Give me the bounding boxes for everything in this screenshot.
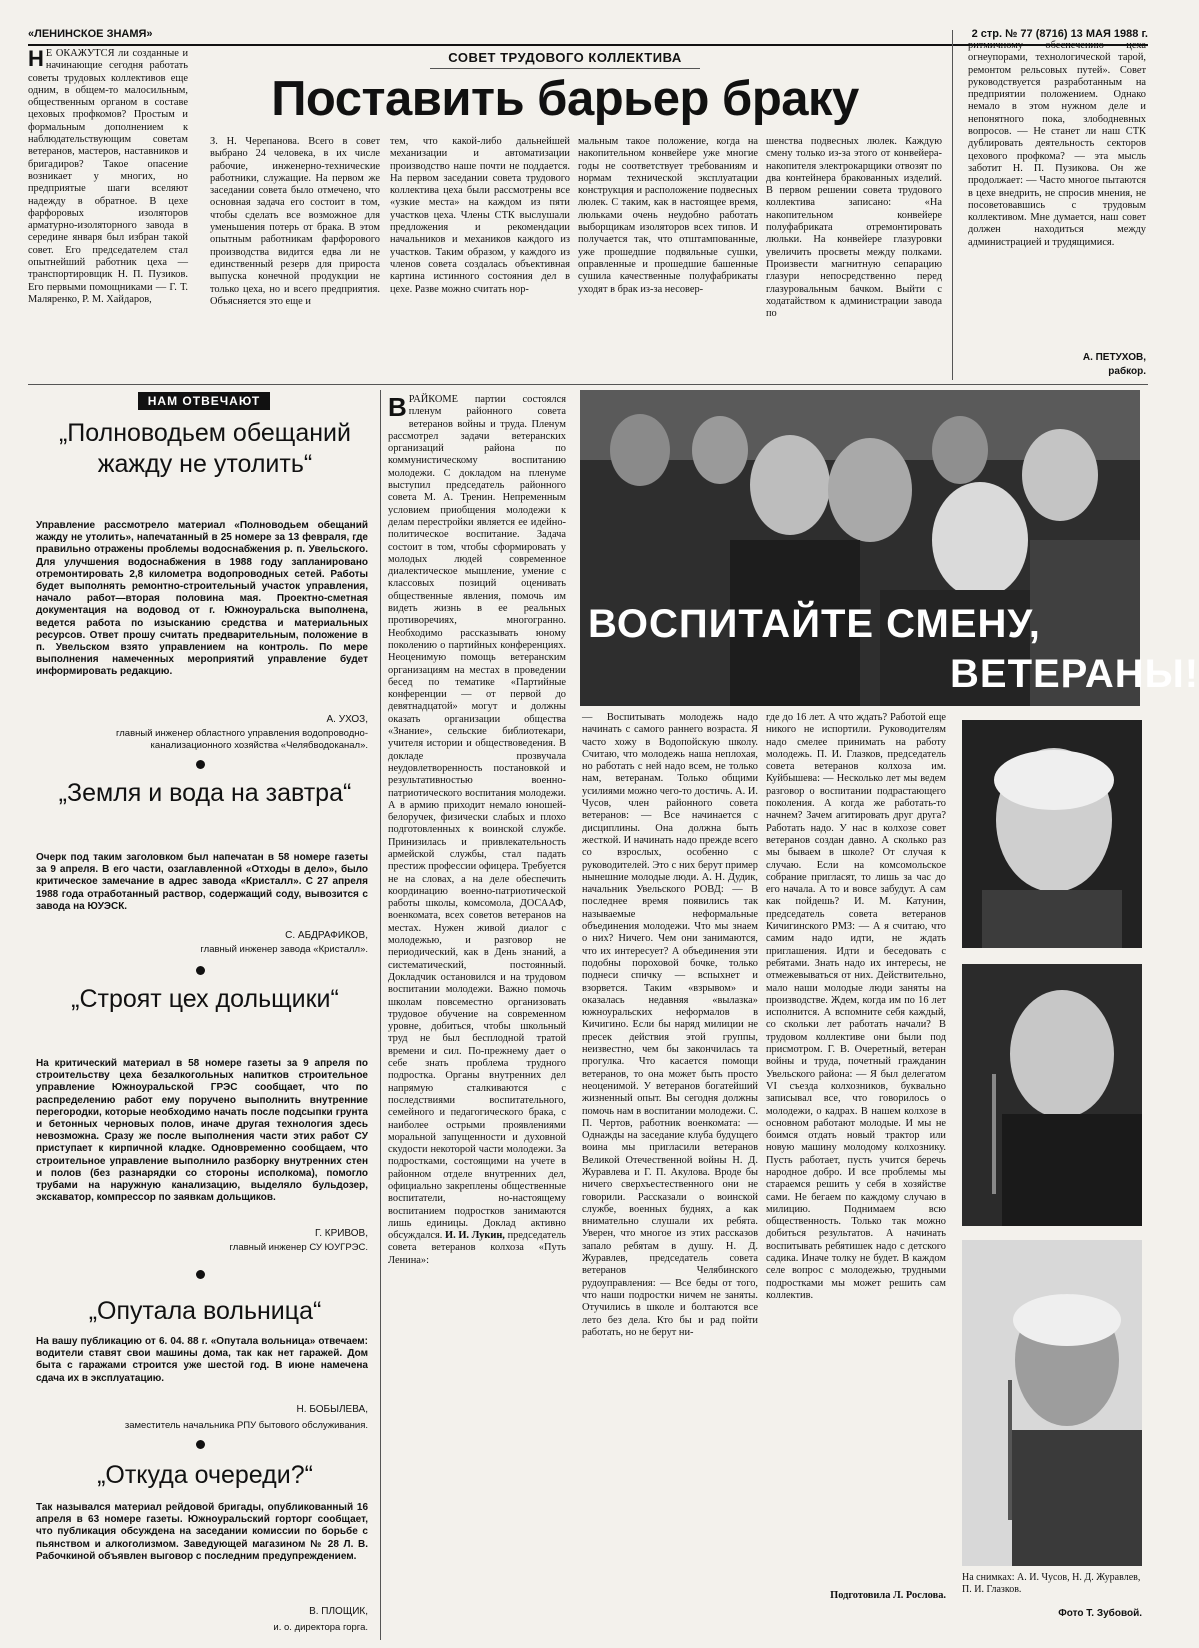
answers-badge: НАМ ОТВЕЧАЮТ [138, 392, 271, 410]
column-rule [380, 390, 381, 1640]
separator-dot [180, 760, 220, 769]
answer-headline-2: „Земля и вода на завтра“ [58, 779, 352, 807]
separator-dot [180, 1270, 220, 1279]
answer-body-4: На вашу публикацию от 6. 04. 88 г. «Опутала вольница» отвечаем: водители ставят свои машины дома, так как нет гаражей. Дом быта с гаражами строится уже шестой год. В июне намечена сдача их в эксплуатацию. [36, 1336, 368, 1384]
answer-signer-4: Н. БОБЫЛЕВА, [296, 1404, 368, 1415]
stk-intro-column [28, 48, 188, 378]
veterans-col-a [388, 394, 566, 1624]
answer-position-3: главный инженер СУ ЮУГРЭС. [229, 1242, 368, 1253]
separator-dot [180, 1440, 220, 1449]
speaker-name: И. И. Лукин, [445, 1230, 505, 1242]
stk-signature-role: рабкор. [1108, 366, 1146, 377]
separator-dot [180, 966, 220, 975]
answer-signer-5: В. ПЛОЩИК, [309, 1606, 368, 1617]
portrait-image-1 [962, 720, 1142, 948]
portrait-photo-2 [962, 964, 1142, 1226]
answer-position-4: заместитель начальника РПУ бытового обслуживания. [124, 1420, 368, 1431]
portrait-photo-3 [962, 1240, 1142, 1566]
answer-headline-1: „Полноводьем обещаний жажду не утолить“ [58, 419, 351, 478]
stk-col5: шенства подвесных люлек. Каждую смену только из-за этого от конвейера-накопителя электрокарщики отвозят по два контейнера бракованных изделий. В первом решении совета трудового коллектива записано: «На накопительном конвейере полуфабриката отремонтировать люльки. На конвейере глазуровки увеличить просветы между полками. Произвести магнитную сепарацию глазури непосредственно перед глазуровальным бачком. Выйти с ходатайством к администрации завода по [766, 136, 942, 320]
portrait-image-2 [962, 964, 1142, 1226]
speaker-role: председатель совета ветеранов колхоза «Путь Ленина»: [388, 1230, 566, 1266]
photo-headline-2: ВЕТЕРАНЫ! [950, 652, 1199, 696]
portrait-image-3 [962, 1240, 1142, 1566]
column-rule [952, 30, 953, 380]
answer-body-1: Управление рассмотрело материал «Полноводьем обещаний жажду не утолить», напечатанный в 25 номере за 13 февраля, где правильно отражены проблемы водоснабжения р. п. Увельского. Для улучшения водоснабжения в 1988 году запланировано отремонтировать 2,8 километра водопроводных сетей. Работы будет выполнять ремонтно-строительный участок управления, начало работ—вторая половина мая. Проектно-сметная документация на водовод от г. Южноуральска выполнена, ведется работа по изысканию средства и материальных ресурсов. Ответ прошу считать предварительным, положение в п. Увельском взято управлением на контроль. По мере выполнения намеченных мероприятий управление будет информировать редакцию. [36, 520, 368, 678]
prepared-by: Подготовила Л. Рослова. [830, 1590, 946, 1601]
section-underline [430, 68, 700, 69]
answer-body-5: Так назывался материал рейдовой бригады, опубликованный 16 апреля в 63 номере газеты. Южноуральский горторг сообщает, что публикация обсуждена на заседании комиссии по борьбе с пьянством и алкоголизмом. Заведующей магазином № 28 Л. В. Рабочкиной объявлен выговор с последним предупреждением. [36, 1502, 368, 1562]
answer-signer-1: А. УХОЗ, [326, 714, 368, 725]
section-label: СОВЕТ ТРУДОВОГО КОЛЛЕКТИВА [448, 50, 682, 65]
stk-article-title: Поставить барьер браку [271, 72, 859, 126]
answer-position-2: главный инженер завода «Кристалл». [200, 944, 368, 955]
portrait-photo-1 [962, 720, 1142, 948]
dropcap-letter: Н [28, 46, 44, 71]
photo-credit: Фото Т. Зубовой. [1058, 1608, 1142, 1619]
section-divider [28, 384, 1148, 385]
stk-col4: мальным такое положение, когда на накопительном конвейере уже многие годы не соответствует требованиям и нормам технической эксплуатации конструкция и расположение подвесных люлек. С таким, как в настоящее время, люльками очень неудобно работать выборщикам изоляторов всех типов. И получается так, что отштампованные, уже прошедшие подвяльные сушки, оправленные и прошедшие башенные сушила качественные полуфабрикаты уходят в брак из-за несовер- [578, 136, 758, 295]
answers-badge-wrap [28, 392, 380, 410]
stk-col2: З. Н. Черепанова. Всего в совет выбрано 24 человека, в их числе рабочие, инженерно-технические работники, служащие. На первом же заседании совета было отмечено, что основная задача его состоит в том, чтобы сделать все возможное для уменьшения потерь от брака. В этом опытным работникам фарфорового производства видится едва ли не единственный резерв для прироста выпуска конечной продукции не только цеха, но и всего предприятия. Объясняется это еще и [210, 136, 380, 307]
dropcap-letter: В [388, 392, 407, 422]
answer-signer-2: С. АБДРАФИКОВ, [285, 930, 368, 941]
stk-col1-text: Е ОКАЖУТСЯ ли созданные и начинающие сегодня работать советы трудовых коллективов еще одним, в общем-то малосильным, общественным органом в составе цеховых профкомов? Простым и формальным дополнением к наблюдательствующим советам ветеранов, мастеров, наставников и бригадиров? Такое опасение возникает у многих, но предприятые шаги вселяют надежду в обратное. В цехе фарфоровых изоляторов арматурно-изоляторного завода в середине января был избран такой совет. Его председателем стал опытнейший работник цеха — транспортировщик Н. П. Пузиков. Его первыми помощниками — Г. Т. Маляренко, Р. М. Хайдаров, [28, 48, 188, 305]
stk-col3: тем, что какой-либо дальнейшей механизации и автоматизации производство наше почти не поддается. На первом заседании совета трудового коллектива цеха были рассмотрены все «узкие места» на каждом из пяти участков цеха. Члены СТК выслушали предложения и рекомендации начальников и механиков каждого из участков. Таким образом, у каждого из членов совета создалась объективная картина истинного состояния дел в цехе. Разве можно считать нор- [390, 136, 570, 295]
answer-position-1: главный инженер областного управления водопроводно-канализационного хозяйства «Челябводоканал». [116, 728, 368, 751]
stk-signature: А. ПЕТУХОВ, [1082, 352, 1146, 363]
answer-headline-4: „Опутала вольница“ [88, 1297, 322, 1325]
newspaper-name: «ЛЕНИНСКОЕ ЗНАМЯ» [28, 28, 153, 40]
photo-captions: На снимках: А. И. Чусов, Н. Д. Журавлев, П. И. Глазков. [962, 1572, 1141, 1596]
answer-headline-3: „Строят цех дольщики“ [71, 985, 339, 1013]
answer-body-3: На критический материал в 58 номере газеты за 9 апреля по строительству цеха безалкогольных напитков строительное управление Южноуральской ГРЭС сообщает, что по распределению работ ему поручено выполнить внутренние перегородки, которые необходимо начать после подсыпки грунта и бетонных черновых полов, иначе другая технология здесь невозможна. Сразу же после выполнения части этих работ СУ приступает к кирпичной кладке. Одновременно сообщаем, что строительное управление выполнило разборку внутренних стен и полов (без разнарядки со стороны исполкома), помогло трубами на наружную канализацию, выделяло бульдозер, экскаватор, компрессор по заявкам дольщиков. [36, 1058, 368, 1204]
answer-signer-3: Г. КРИВОВ, [315, 1228, 368, 1239]
veterans-col-a-text: РАЙКОМЕ партии состоялся пленум районного совета ветеранов войны и труда. Пленум рассмотрел задачи ветеранских организаций района по коммунистическому воспитанию молодежи. С докладом на пленуме выступил председатель районного совета М. А. Тренин. Непременным условием приобщения молодежи к делам перестройки является ее идейно-политическое воспитание. Задача состоит в том, чтобы сформировать у молодых людей современное диалектическое мышление, умение с классовых позиций оценивать общественные явления, помочь им видеть жизнь в ее реальных противоречиях, многогранно. Необходимо рассказывать юному поколению о партийных конференциях. Неоценимую помощь ветеранским организациям на местах в проведении бесед по тематике «Партийные конференции — от первой до девятнадцатой» могут и должны оказать организации общества «Знание», сельские библиотекари, учителя истории и обществоведения. В докладе прозвучала неудовлетворенность постановкой и результативностью военно-патриотического воспитания молодежи. А в армию приходит немало юношей-белоручек, физически слабых и плохо подготовленных к воинской службе. Принизилась и привлекательность армейской службы, стал падать престиж профессии офицера. Требуется не на словах, а на деле обеспечить координацию военно-патриотической работы школы, комсомола, ДОСААФ, военкомата, всех советов ветеранов на местах. Нужен живой диалог с молодежью, и разговор не периодический, как в День знаний, а систематический, постоянный. Докладчик остановился и на трудовом воспитании молодежи. Важно помочь школам повсеместно организовать трудовое обучение на современном уровне, добиться, чтобы школьный труд не был бесплодной тратой времени и сил. По-прежнему дает о себе знать проблема трудного подростка. Органы внутренних дел напрямую сталкиваются с последствиями воспитательного, семейного и педагогического брака, с наиболее острыми проявлениями моральной запущенности и духовной скудости некоторой части молодежи. За подростками, состоящими на учете в районном отделе внутренних дел, официально закреплены общественные воспитатели, но-настоящему воспитанием подростков занимаются лишь единицы. Доклад активно обсуждался. [388, 394, 566, 1242]
answer-headline-5: „Откуда очереди?“ [97, 1461, 313, 1489]
answer-body-2: Очерк под таким заголовком был напечатан в 58 номере газеты за 9 апреля. В его части, озаглавленной «Отходы в дело», было критическое замечание в адрес завода «Кристалл». С 27 апреля 1988 года отработанный раствор, содержащий соду, вывозится с завода на ЮУЭСК. [36, 852, 368, 912]
veterans-col-c: где до 16 лет. А что ждать? Работой еще никого не испортили. Руководителям надо смелее принимать на работу молодежь. П. И. Глазков, председатель совета ветеранов колхоза им. Куйбышева: — Несколько лет мы ведем разговор о воспитании подрастающего поколения. А когда же работать-то начнем? Зачем агитировать друг друга? Работать надо. У нас в колхозе совет ветеранов создан давно. А сколько раз мы бываем в школе? От случая к случаю. Если на комсомольское собрание пригласят, то лишь за час до его начала. А то и вовсе забудут. А сам как пойдешь? И. М. Катунин, председатель совета ветеранов Кичигинского РМЗ: — А я считаю, что самим надо идти, не ждать приглашения. Идти и беседовать с ребятами. Знать надо их интересы, не отмежевываться от них. Действительно, мало наши молодые люди заняты на производстве. Ждем, когда им по 16 лет исполнится. А вспомните себя каждый, со скольки лет работать начали? В трудовом коллективе они были под присмотром. Г. В. Очеретный, ветеран войны и труда, почетный гражданин Увельского района: — Я был делегатом VI съезда колхозников, буквально записывал все, что говорилось о молодежи, о кадрах. В нашем колхозе в основном работают молодые. И мы не боимся отдать новый трактор или новую машину молодому колхознику. Пусть работает, пусть учится беречь народное добро. И все проблемы мы стараемся решить у себя в хозяйстве сами. Не бегаем по каждому случаю в милицию. Поднимаем всю общественность. Только так можно добиться результатов. А начинать воспитывать ребятишек надо с детского садика. Иначе толку не будет. В каждом селе вопрос с молодежью, трудными подростками мы может решить сам коллектив. [766, 712, 946, 1301]
veterans-col-b: — Воспитывать молодежь надо начинать с самого раннего возраста. Я часто хожу в Водопойскую школу. Считаю, что молодежь наша неплохая, но работать с ней надо всем, не только нам, ветеранам. Только общими усилиями можно чего-то достичь. А. И. Чусов, член районного совета ветеранов: — Все начинается с дисциплины. Она должна быть жесткой. И начинать надо прежде всего со взрослых, особенно с руководителей. Это с них берут пример нынешние молодые люди. А. Н. Дудик, начальник Увельского РОВД: — В последнее время появились так называемые неформальные объединения молодежи. Что мы знаем о них? Ничего. Чем они занимаются, что их интересует? А объединения эти подобны пороховой бочке, только поднеси спичку — вспыхнет и взорвется. Таким «взрывом» и оказалась недавняя «вылазка» южноуральских неформалов в Кичигино. Если бы наряд милиции не пресек действия этой группы, неизвестно, чем бы закончилась та прогулка. Что касается помощи ветеранов, то она может быть просто неоценимой. У ветеранов богатейший жизненный опыт. Вы сегодня должны помочь нам в воспитании молодежи. С. П. Чертов, работник военкомата: — Однажды на заседание клуба будущего воина мы пригласили ветеранов Великой Отечественной войны Н. Д. Журавлева и Г. П. Акулова. Вроде бы ничего сверхъестественного они не говорили. Рассказали о воинской службе, военных буднях, а как внимательно слушали их ребята. Уверен, что многое из этих рассказов запало ребятам в душу. Н. Д. Журавлев, председатель совета ветеранов Челябинского рудоуправления: — Все беды от того, что наши подростки ничем не заняты. Отучились в школе и болтаются все лето без дела. Кто бы и рад пойти работать, но не берут ни- [582, 712, 758, 1338]
stk-col6: ритмичному обеспечению цеха огнеупорами, технологической тарой, ремонтом рельсовых путей». Совет руководствуется разработанным на предприятии положением. Однако немало в этом нужном деле и непонятного пока, злободневных вопросов. — Не станет ли наш СТК дублировать деятельность секторов цехового профкома? — эта мысль заботит Н. П. Пузикова. Он же продолжает: — Часто многое пытаются в цехе внедрить, не спросив мнения, не посоветовавшись с трудовым коллективом. Мне думается, наш совет должен находиться между администрацией и трудящимися. [968, 40, 1146, 248]
photo-headline-1: ВОСПИТАЙТЕ СМЕНУ, [588, 602, 1041, 646]
veterans-group-photo [580, 390, 1199, 706]
answer-position-5: и. о. директора горга. [273, 1622, 368, 1633]
issue-info: 2 стр. № 77 (8716) 13 МАЯ 1988 г. [971, 28, 1148, 40]
